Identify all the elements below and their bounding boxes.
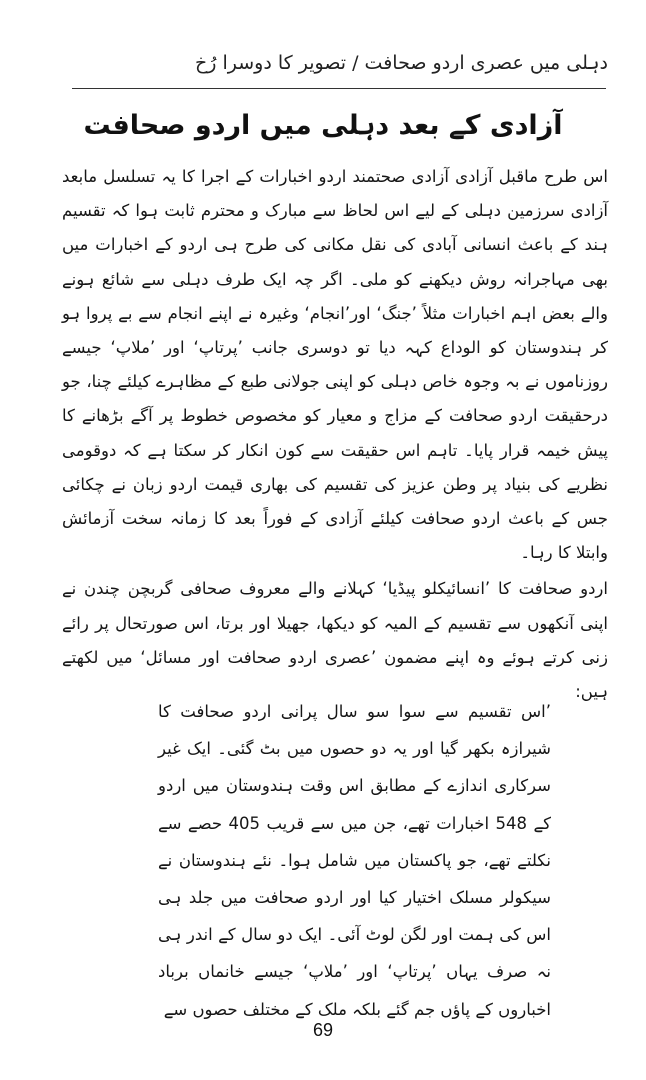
chapter-title: آزادی کے بعد دہلی میں اردو صحافت: [83, 110, 563, 141]
paragraph-2: اردو صحافت کا ’انسائیکلو پیڈیا‘ کہلانے والے معروف صحافی گربچن چندن نے اپنی آنکھوں سے تقسیم کے المیہ کو دیکھا، جھیلا اور برتا، اس صورتحال پر رائے زنی کرتے ہوئے وہ اپنے مضمون ’عصری اردو صحافت اور مسائل‘ میں لکھتے ہیں:: [62, 579, 608, 702]
block-quote: ’اس تقسیم سے سوا سو سال پرانی اردو صحافت کا شیرازہ بکھر گیا اور یہ دو حصوں میں بٹ گئی۔ ایک غیر سرکاری اندازے کے مطابق اس وقت ہندوستان میں اردو کے 548 اخبارات تھے، جن میں سے قریب 405 حصے سے نکلتے تھے، جو پاکستان میں شامل ہوا۔ نئے ہندوستان نے سیکولر مسلک اختیار کیا اور اردو صحافت میں جلد ہی اس کی ہمت اور لگن لوٹ آئی۔ ایک دو سال کے اندر ہی نہ صرف یہاں ’پرتاپ‘ اور ’ملاپ‘ جیسے خانماں برباد اخباروں کے پاؤں جم گئے بلکہ ملک کے مختلف حصوں سے: [158, 702, 551, 1019]
header-rule: [72, 88, 606, 89]
page-number: 69: [312, 1020, 334, 1040]
running-head: دہلی میں عصری اردو صحافت / تصویر کا دوسرا رُخ: [195, 52, 608, 74]
body-text: [62, 160, 608, 709]
paragraph-1: اس طرح ماقبل آزادی آزادی صحتمند اردو اخبارات کے اجرا کا یہ تسلسل مابعد آزادی سرزمین دہلی کے لیے اس لحاظ سے مبارک و محترم ثابت ہوا کہ تقسیم ہند کے باعث انسانی آبادی کی نقل مکانی کی طرح ہی اردو کے اخبارات میں بھی مہاجرانہ روش دیکھنے کو ملی۔ اگر چہ ایک طرف دہلی سے شائع ہونے والے بعض اہم اخبارات مثلاً ’جنگ‘ اور’انجام‘ وغیرہ نے اپنے انجام سے بے پروا ہو کر ہندوستان کو الوداع کہہ دیا تو دوسری جانب ’پرتاپ‘ اور ’ملاپ‘ جیسے روزناموں نے بہ وجوہ خاص دہلی کو اپنی جولانی طبع کے مظاہرے کیلئے چنا، جو درحقیقت اردو صحافت کے مزاج و معیار کو مخصوص خطوط پر آگے بڑھانے کا پیش خیمہ قرار پایا۔ تاہم اس حقیقت سے کون انکار کر سکتا ہے کہ دوقومی نظریے کی بنیاد پر وطن عزیز کی تقسیم کی بھاری قیمت اردو زبان نے چکائی جس کے باعث اردو صحافت کیلئے آزادی کے فوراً بعد کا زمانہ سخت آزمائش وابتلا کا رہا۔: [62, 167, 608, 563]
